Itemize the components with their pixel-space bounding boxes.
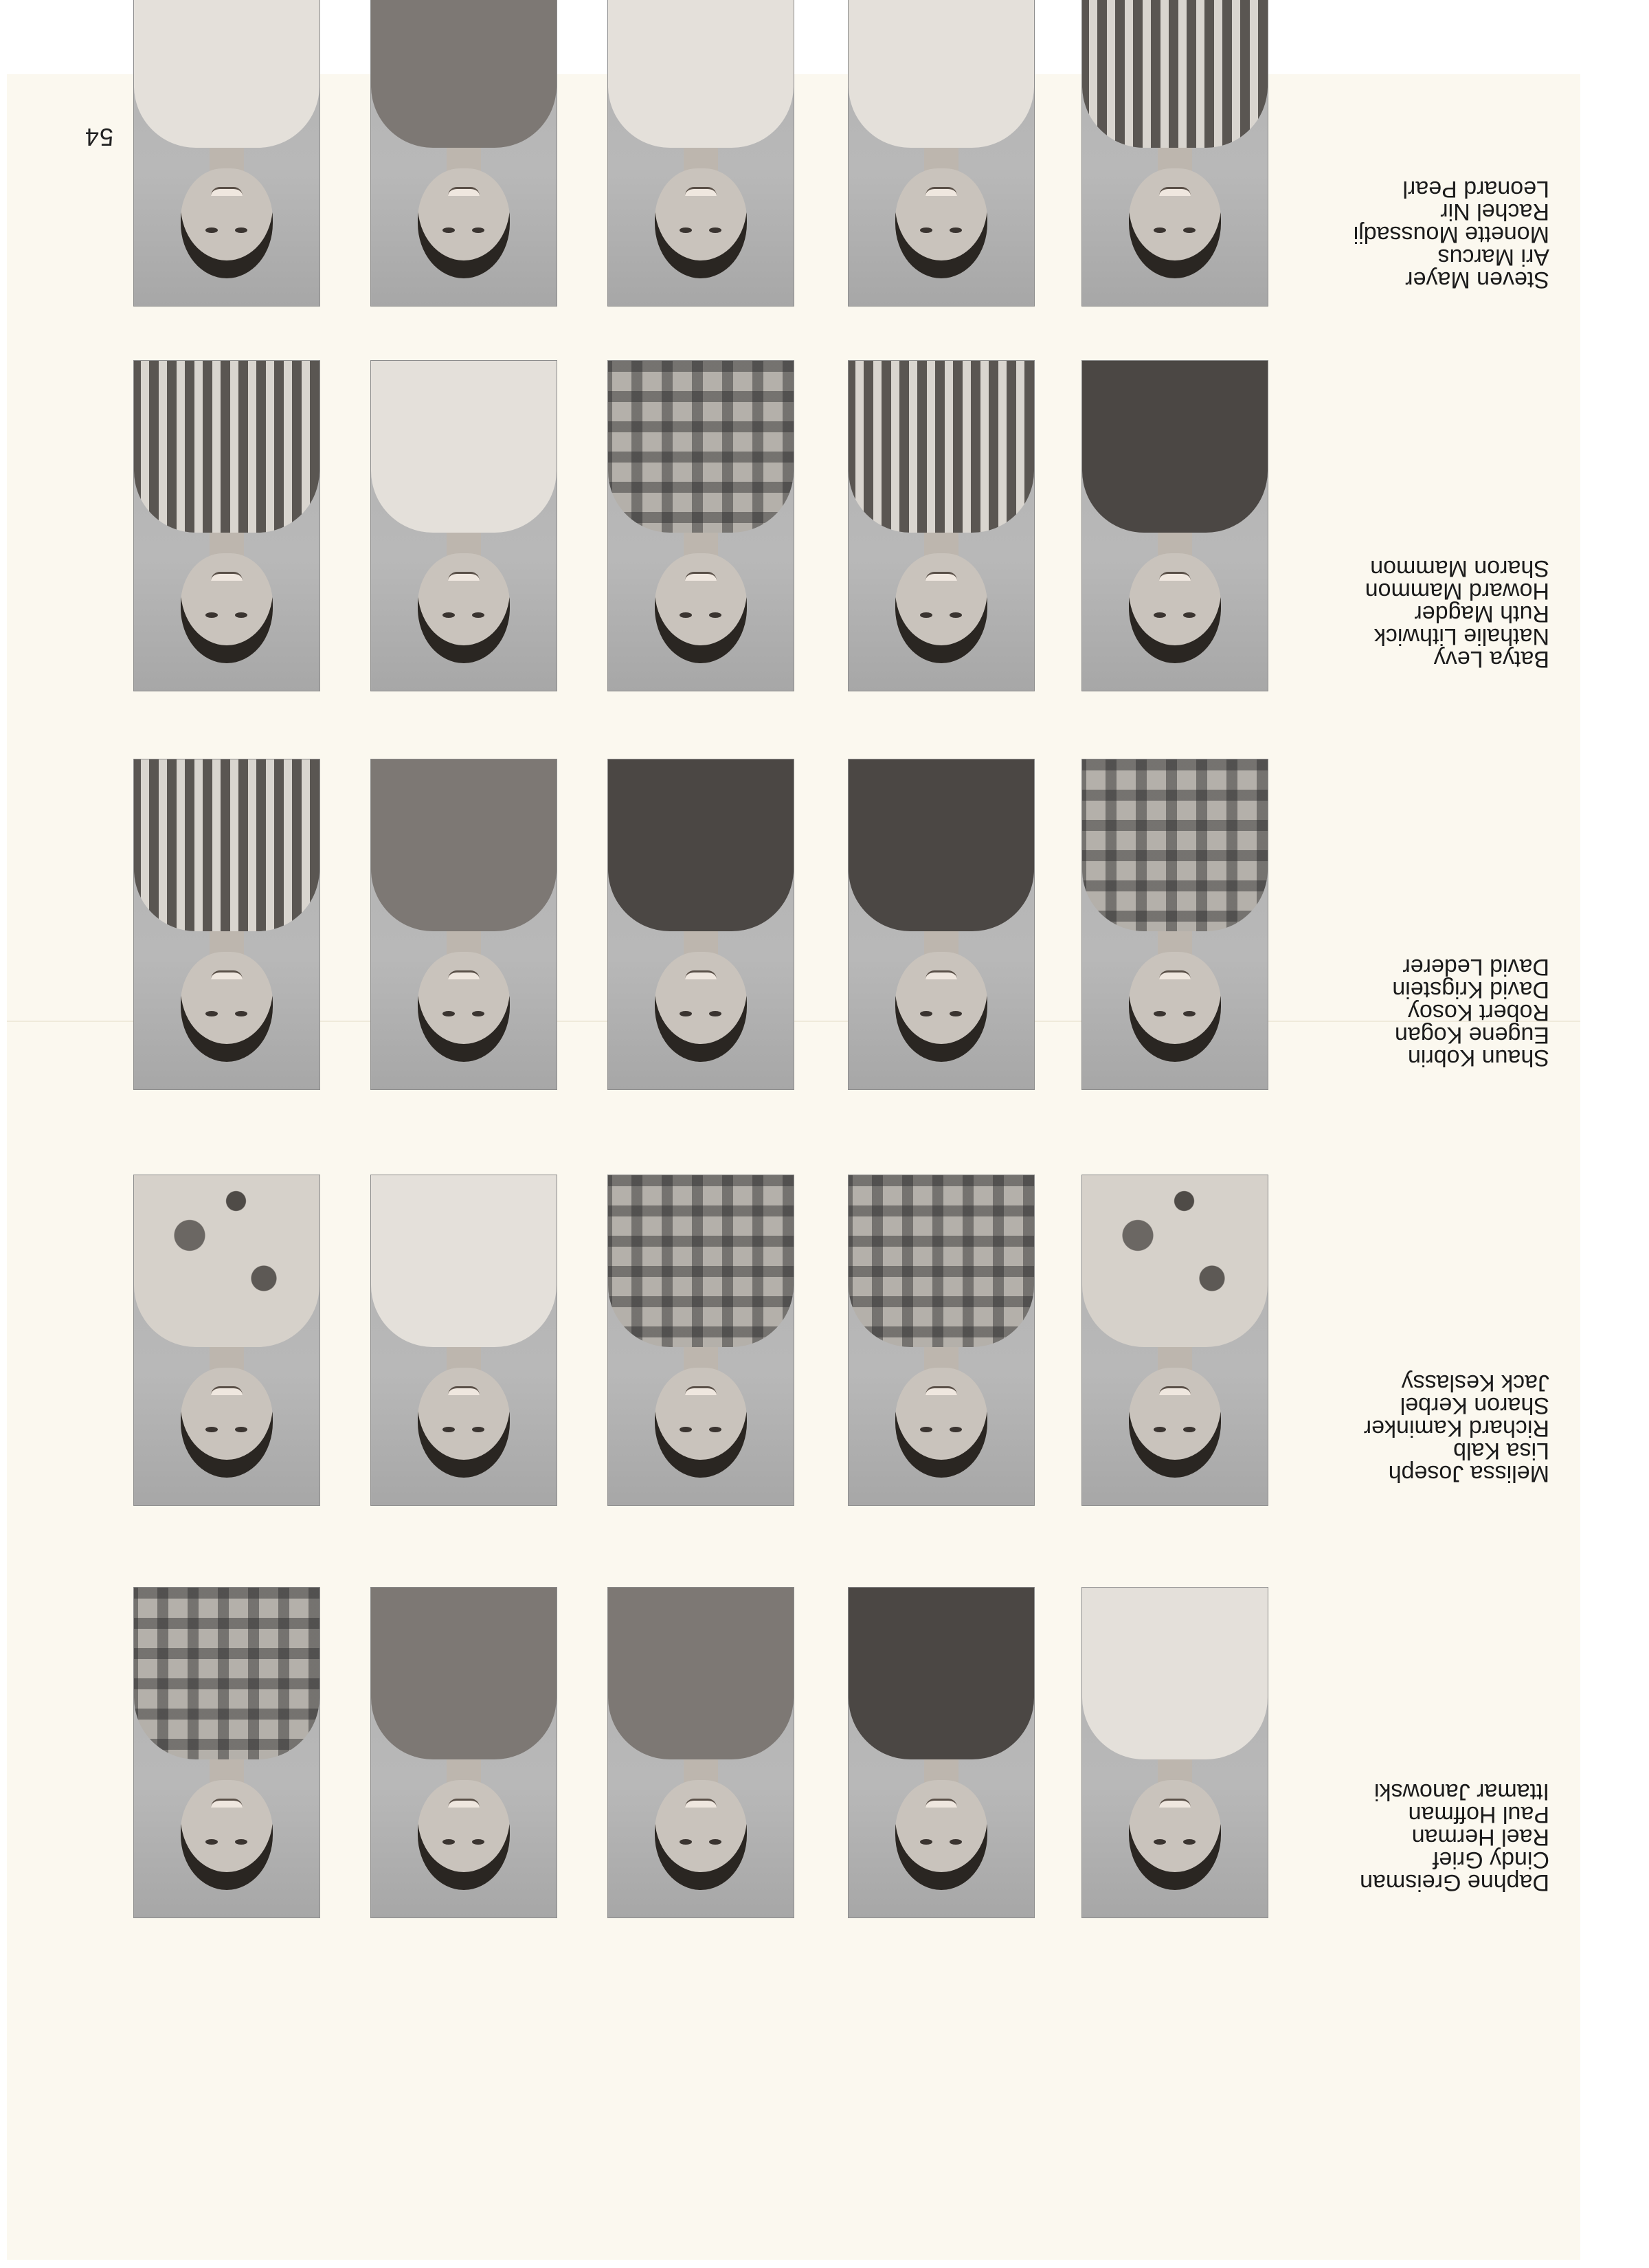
neck [1158,927,1192,955]
mouth [211,187,243,196]
mouth [926,572,957,581]
head [895,553,987,663]
eye [920,612,932,618]
mouth [685,572,717,581]
shirt [1082,1588,1268,1759]
shirt [371,1175,557,1347]
student-photo [134,1175,319,1505]
student-photo [608,759,794,1089]
head [655,952,747,1062]
shirt [608,759,794,931]
student-name: Paul Hoffman [1408,1801,1549,1827]
shirt [371,0,557,148]
student-photo [371,1175,557,1505]
shirt [1082,361,1268,533]
eye [442,1427,455,1432]
student-name: Nathalie Lithwick [1373,623,1549,649]
neck [210,1755,244,1783]
eye [950,1839,962,1845]
student-photo [1082,759,1268,1089]
student-photo [1082,0,1268,306]
student-photo [371,361,557,691]
shirt [1082,0,1268,148]
eye [472,612,484,618]
eye [205,612,218,618]
student-name: Cindy Grief [1432,1847,1549,1873]
neck [1158,144,1192,171]
mouth [1159,572,1191,581]
eye [950,1011,962,1016]
head [418,1780,510,1890]
head [418,553,510,663]
student-photo [608,1588,794,1917]
eye [235,1839,247,1845]
head [181,553,273,663]
eye [472,227,484,233]
student-name: Batya Levy [1433,646,1549,672]
mouth [211,572,243,581]
student-name: Ari Marcus [1437,244,1549,270]
mouth [685,1386,717,1395]
eye [1154,1011,1166,1016]
mouth [1159,970,1191,979]
mouth [1159,1799,1191,1808]
eye [1183,1839,1196,1845]
shirt [134,0,319,148]
head [1129,168,1221,278]
mouth [448,970,480,979]
neck [447,1755,481,1783]
student-photo [134,759,319,1089]
shirt [849,361,1034,533]
eye [920,1427,932,1432]
eye [235,227,247,233]
shirt [608,1175,794,1347]
shirt [134,759,319,931]
neck [924,144,958,171]
head [418,952,510,1062]
student-photo [849,1588,1034,1917]
student-photo [134,0,319,306]
eye [680,1427,692,1432]
neck [684,144,718,171]
photo-row-4 [0,347,1649,691]
neck [684,529,718,556]
head [181,1780,273,1890]
shirt [134,1175,319,1347]
head [418,1368,510,1478]
eye [1183,227,1196,233]
shirt [608,0,794,148]
student-name: Howard Mammon [1365,578,1549,604]
neck [1158,1343,1192,1370]
student-name: Rachel Nir [1440,199,1549,225]
eye [1183,1427,1196,1432]
head [655,168,747,278]
head [1129,1780,1221,1890]
eye [950,227,962,233]
student-name: Melissa Joseph [1388,1460,1549,1487]
student-name: Rael Herman [1411,1824,1549,1850]
eye [472,1011,484,1016]
neck [924,927,958,955]
mouth [926,1799,957,1808]
eye [680,612,692,618]
student-name: David Lederer [1402,954,1549,980]
student-photo [608,361,794,691]
head [1129,1368,1221,1478]
eye [709,227,721,233]
student-photo [608,0,794,306]
eye [442,227,455,233]
mouth [685,970,717,979]
eye [709,1011,721,1016]
mouth [448,187,480,196]
head [655,553,747,663]
neck [210,927,244,955]
student-name: Shaun Kobrin [1407,1045,1549,1071]
neck [1158,529,1192,556]
shirt [608,361,794,533]
head [181,952,273,1062]
eye [709,1427,721,1432]
shirt [134,1588,319,1759]
shirt [849,0,1034,148]
eye [235,612,247,618]
eye [920,1011,932,1016]
neck [684,927,718,955]
neck [1158,1755,1192,1783]
neck [924,529,958,556]
eye [1183,612,1196,618]
neck [447,1343,481,1370]
photo-row-5 [0,0,1649,306]
head [1129,952,1221,1062]
shirt [371,759,557,931]
mouth [1159,187,1191,196]
eye [680,227,692,233]
eye [205,1839,218,1845]
mouth [926,187,957,196]
student-name: Jack Keslassy [1401,1370,1549,1396]
eye [472,1427,484,1432]
eye [235,1011,247,1016]
eye [1183,1011,1196,1016]
mouth [685,187,717,196]
eye [709,1839,721,1845]
eye [680,1011,692,1016]
eye [205,1011,218,1016]
photo-row-3 [0,746,1649,1089]
neck [924,1343,958,1370]
shirt [134,361,319,533]
eye [1154,227,1166,233]
student-name: David Krigstein [1392,977,1549,1003]
neck [210,529,244,556]
eye [205,1427,218,1432]
student-name: Steven Mayer [1405,267,1549,293]
eye [709,612,721,618]
neck [447,927,481,955]
shirt [1082,1175,1268,1347]
student-name: Lisa Kalb [1453,1438,1549,1464]
head [418,168,510,278]
eye [472,1839,484,1845]
student-photo [1082,1588,1268,1917]
page-number: 54 [84,123,113,151]
neck [210,144,244,171]
eye [442,1839,455,1845]
student-photo [849,1175,1034,1505]
shirt [1082,759,1268,931]
head [181,168,273,278]
student-photo [371,0,557,306]
eye [950,1427,962,1432]
mouth [211,1799,243,1808]
eye [1154,612,1166,618]
eye [950,612,962,618]
eye [235,1427,247,1432]
eye [920,1839,932,1845]
shirt [849,1588,1034,1759]
head [895,1780,987,1890]
head [1129,553,1221,663]
photo-row-1 [0,1574,1649,1917]
student-photo [849,0,1034,306]
eye [442,612,455,618]
eye [1154,1839,1166,1845]
eye [1154,1427,1166,1432]
head [655,1780,747,1890]
head [895,168,987,278]
mouth [926,970,957,979]
shirt [371,361,557,533]
mouth [685,1799,717,1808]
student-name: Sharon Kerbel [1400,1392,1549,1419]
student-photo [608,1175,794,1505]
neck [924,1755,958,1783]
mouth [211,970,243,979]
head [895,1368,987,1478]
student-photo [1082,1175,1268,1505]
eye [442,1011,455,1016]
student-name: Sharon Mammon [1370,555,1549,581]
neck [447,144,481,171]
head [895,952,987,1062]
neck [447,529,481,556]
eye [920,227,932,233]
student-name: Ruth Magder [1414,601,1549,627]
student-name: Monette Moussadji [1353,221,1549,247]
eye [205,227,218,233]
student-name: Richard Kaminker [1363,1415,1549,1441]
mouth [448,572,480,581]
neck [684,1755,718,1783]
student-photo [134,361,319,691]
shirt [849,759,1034,931]
student-photo [1082,361,1268,691]
shirt [371,1588,557,1759]
neck [684,1343,718,1370]
head [655,1368,747,1478]
student-name: Ittamar Janowski [1373,1779,1549,1805]
student-name: Eugene Kogan [1395,1022,1549,1048]
mouth [448,1799,480,1808]
student-photo [371,1588,557,1917]
student-photo [371,759,557,1089]
mouth [448,1386,480,1395]
mouth [211,1386,243,1395]
neck [210,1343,244,1370]
eye [680,1839,692,1845]
student-name: Daphne Greisman [1360,1869,1549,1895]
head [181,1368,273,1478]
shirt [608,1588,794,1759]
student-name: Leonard Pearl [1402,176,1549,202]
shirt [849,1175,1034,1347]
mouth [1159,1386,1191,1395]
student-photo [849,759,1034,1089]
mouth [926,1386,957,1395]
student-photo [134,1588,319,1917]
student-name: Robert Kosoy [1408,999,1549,1025]
photo-row-2 [0,1161,1649,1505]
student-photo [849,361,1034,691]
